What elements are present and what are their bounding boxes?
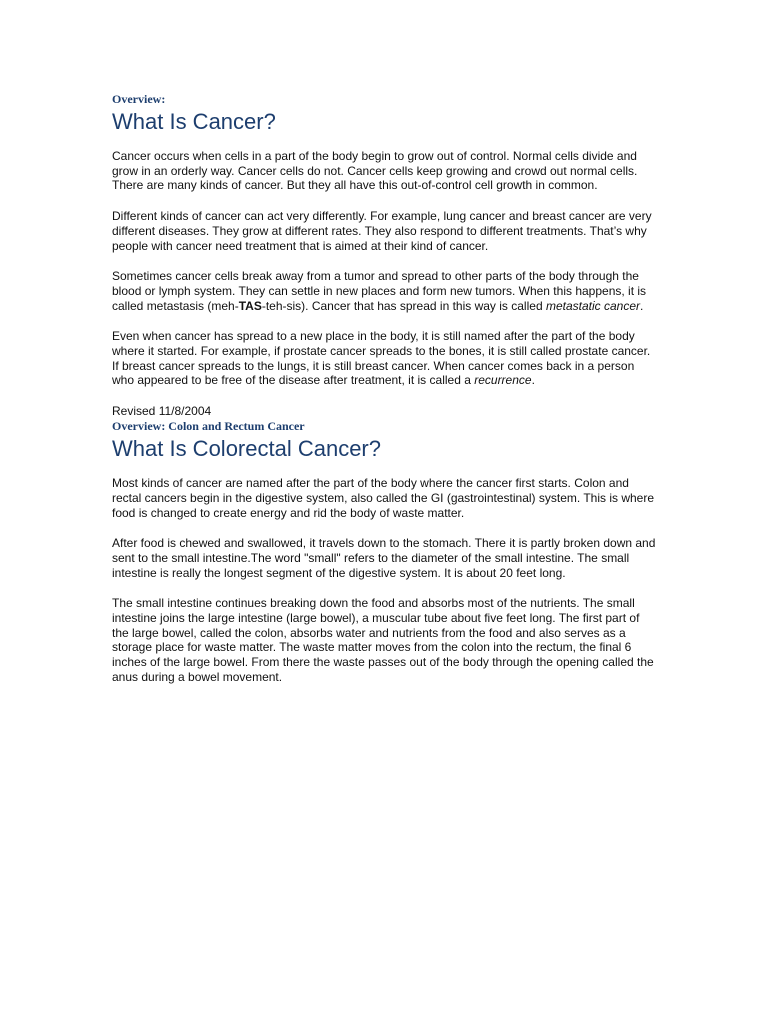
bold-syllable: TAS	[238, 298, 262, 313]
text-run: .	[640, 298, 644, 313]
page-title: What Is Cancer?	[112, 109, 276, 134]
paragraph-metastasis	[112, 269, 657, 313]
paragraph: After food is chewed and swallowed, it travels down to the stomach. There it is partly broken down and sent to the small intestine.The word "small" refers to the diameter of the small intestine. The small intestine is really the longest segment of the digestive system. It is about 20 feet long.	[112, 536, 656, 580]
italic-term: recurrence	[474, 373, 532, 388]
paragraph: The small intestine continues breaking down the food and absorbs most of the nutrients. The small intestine joins the large intestine (large bowel), a muscular tube about five feet long. The first part of the large bowel, called the colon, absorbs water and nutrients from the food and also serves as a storage place for waste matter. The waste matter moves from the colon into the rectum, the final 6 inches of the large bowel. From there the waste passes out of the body through the opening called the anus during a bowel movement.	[112, 596, 654, 684]
text-run: .	[531, 373, 535, 388]
text-run: -teh-sis). Cancer that has spread in this way is called	[261, 298, 546, 313]
paragraph: Most kinds of cancer are named after the part of the body where the cancer first starts. Colon and rectal cancers begin in the digestive system, also called the GI (gastrointestinal) system. This is where food is changed to create energy and rid the body of waste matter.	[112, 476, 655, 520]
text-run: Sometimes cancer cells break away from a tumor and spread to other parts of the body through the blood or lymph system. They can settle in new places and form new tumors. When this happens, it is called metastasis (meh-	[112, 269, 647, 313]
paragraph: Cancer occurs when cells in a part of the body begin to grow out of control. Normal cells divide and grow in an orderly way. Cancer cells do not. Cancer cells keep growing and crowd out normal cells. There are many kinds of cancer. But they all have this out-of-control cell growth in common.	[112, 149, 638, 193]
paragraph: Different kinds of cancer can act very differently. For example, lung cancer and breast cancer are very different diseases. They grow at different rates. They also respond to different treatments. That’s why people with cancer need treatment that is aimed at their kind of cancer.	[112, 209, 652, 253]
revised-date: Revised 11/8/2004	[112, 404, 212, 419]
text-run: Even when cancer has spread to a new place in the body, it is still named after the part of the body where it started. For example, if prostate cancer spreads to the bones, it is still called prostate cancer. If breast cancer spreads to the lungs, it is still breast cancer. When cancer comes back in a person who appeared to be free of the disease after treatment, it is called a	[112, 329, 651, 388]
paragraph-recurrence	[112, 329, 657, 388]
section-title: What Is Colorectal Cancer?	[112, 436, 381, 462]
section-kicker: Overview: Colon and Rectum Cancer	[112, 419, 305, 434]
document-page	[112, 92, 657, 701]
section-kicker: Overview:	[112, 92, 166, 106]
italic-term: metastatic cancer	[545, 298, 640, 313]
